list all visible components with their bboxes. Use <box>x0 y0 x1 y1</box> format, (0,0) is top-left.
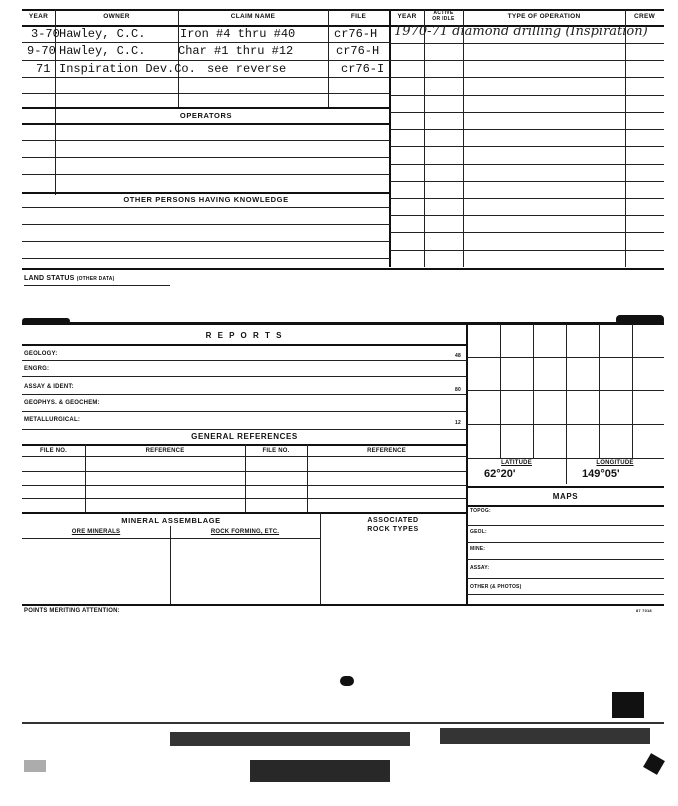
maps-title: MAPS <box>552 492 579 501</box>
claim-row-1-file: cr76-H <box>334 27 378 41</box>
points-meriting-attention-label: POINTS MERITING ATTENTION: <box>24 608 120 614</box>
report-metallurgical-num: 12 <box>455 420 461 426</box>
report-metallurgical-label: METALLURGICAL: <box>24 417 81 423</box>
col-header-claim-name: CLAIM NAME <box>230 13 276 20</box>
col-header-year: YEAR <box>28 13 49 20</box>
ore-minerals-label: ORE MINERALS <box>71 529 121 535</box>
col-header-owner: OWNER <box>103 13 130 20</box>
claim-row-2-owner: Hawley, C.C. <box>59 44 146 58</box>
claim-row-3-owner: Inspiration Dev.Co. <box>59 62 196 76</box>
report-engrg-label: ENGRG: <box>24 366 50 372</box>
report-assay-num: 80 <box>455 387 461 393</box>
col-header-crew: CREW <box>633 13 656 20</box>
col-header-type-of-operation: TYPE OF OPERATION <box>507 13 581 20</box>
report-geophys-label: GEOPHYS. & GEOCHEM: <box>24 400 100 406</box>
maps-topog-label: TOPOG: <box>470 508 491 514</box>
longitude-value: 149°05' <box>582 468 620 480</box>
maps-assay-label: ASSAY: <box>470 565 490 571</box>
gen-ref-header-reference-1: REFERENCE <box>145 448 185 454</box>
other-persons-title: OTHER PERSONS HAVING KNOWLEDGE <box>123 195 289 204</box>
maps-geol-label: GEOL: <box>470 529 487 535</box>
claim-row-1-owner: Hawley, C.C. <box>59 27 146 41</box>
operation-handwritten-entry: 1970-71 diamond drilling (Inspiration) <box>394 24 648 39</box>
latitude-label: LATITUDE <box>501 460 532 466</box>
claim-row-1-claim-name: Iron #4 thru #40 <box>180 27 296 41</box>
latitude-value: 62°20' <box>484 468 516 480</box>
claim-row-2-file: cr76-H <box>336 44 380 58</box>
land-status-label: LAND STATUS (OTHER DATA) <box>24 275 115 282</box>
general-references-title: GENERAL REFERENCES <box>191 432 298 441</box>
rock-forming-label: ROCK FORMING, ETC. <box>210 529 280 535</box>
col-header-active: ACTIVE OR IDLE <box>432 10 455 22</box>
gen-ref-header-reference-2: REFERENCE <box>367 448 406 454</box>
col-header-op-year: YEAR <box>397 13 417 20</box>
claim-row-2-claim-name: Char #1 thru #12 <box>178 44 294 58</box>
col-header-file: FILE <box>350 13 367 20</box>
form-code: 87 7018 <box>636 608 652 613</box>
claim-row-3-claim-name: see reverse <box>207 62 287 76</box>
report-assay-label: ASSAY & IDENT: <box>24 384 74 390</box>
longitude-label: LONGITUDE <box>596 460 634 466</box>
associated-rock-types-label: ASSOCIATED ROCK TYPES <box>367 517 419 533</box>
maps-mine-label: MINE: <box>470 546 486 552</box>
gen-ref-header-file-no-1: FILE NO. <box>40 448 67 454</box>
operators-title: OPERATORS <box>179 111 233 120</box>
mineral-assemblage-title: MINERAL ASSEMBLAGE <box>121 516 221 525</box>
report-geology-num: 48 <box>455 353 461 359</box>
claim-row-3-year: 71 <box>36 62 51 76</box>
maps-other-label: OTHER (& PHOTOS) <box>470 584 522 590</box>
reports-title: R E P O R T S <box>205 331 284 340</box>
gen-ref-header-file-no-2: FILE NO. <box>262 448 290 454</box>
report-geology-label: GEOLOGY: <box>24 351 58 357</box>
claim-row-2-year: 9-70 <box>27 44 56 58</box>
claim-row-1-year: 3-70 <box>31 27 60 41</box>
claim-row-3-file: cr76-I <box>341 62 385 76</box>
